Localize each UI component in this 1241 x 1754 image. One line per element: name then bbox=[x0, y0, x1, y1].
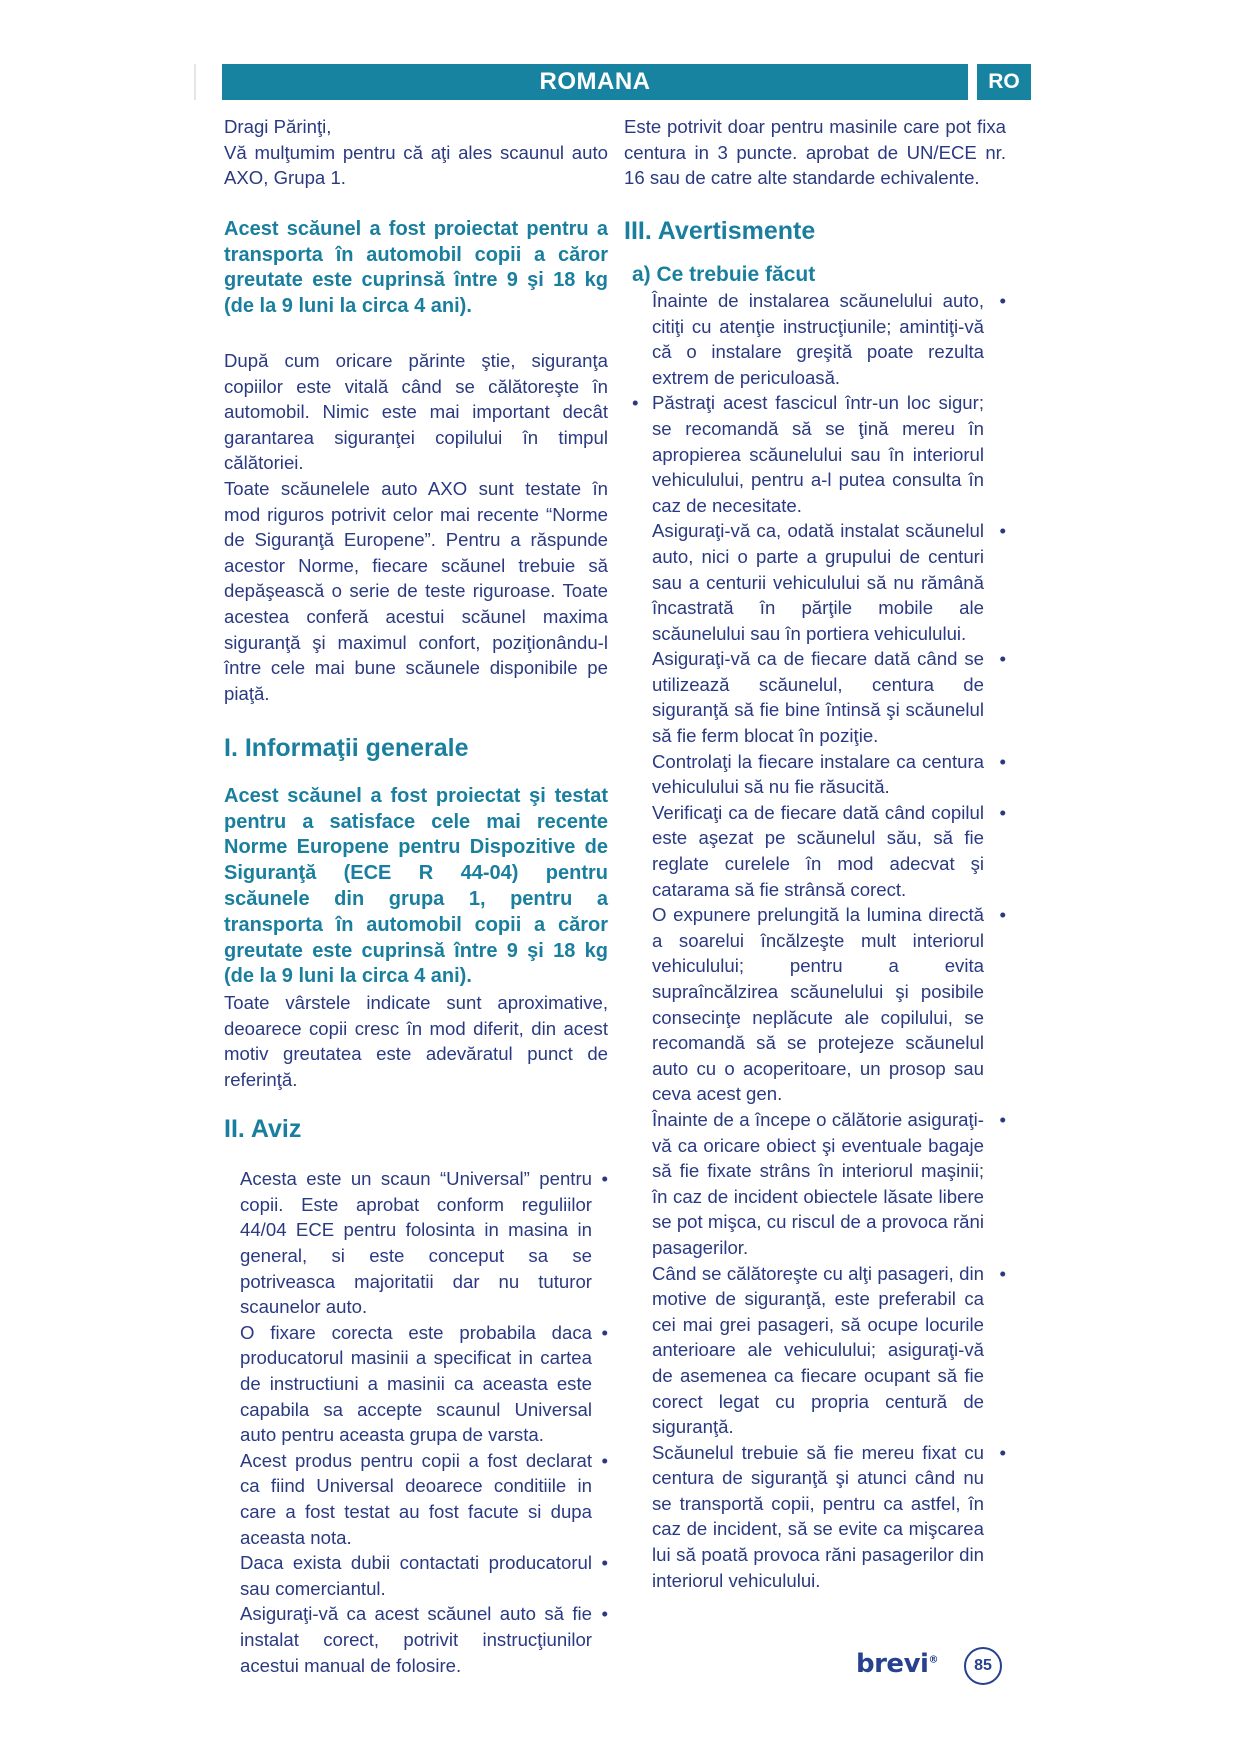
bullet-icon: • bbox=[999, 648, 1006, 670]
brevi-logo: brevi® bbox=[856, 1649, 938, 1679]
list-item: Păstraţi acest fascicul într-un loc sigur; se recomandă să se ţină mereu în apropierea scăunelului sau în interiorul vehiculului, pentru a-l putea consulta în caz de necesitate. • bbox=[632, 392, 984, 516]
page-number: 85 bbox=[964, 1647, 1002, 1685]
bullet-icon: • bbox=[999, 801, 1006, 823]
bullet-icon: • bbox=[601, 1321, 608, 1343]
subsection-what-to-do: a) Ce trebuie făcut bbox=[632, 263, 816, 287]
greeting: Dragi Părinţi, Vă mulţumim pentru că aţi ales scaunul auto AXO, Grupa 1. bbox=[224, 116, 608, 189]
language-header bbox=[222, 64, 968, 100]
list-item: O expunere prelungită la lumina directă a soarelui încălzeşte mult interiorul vehiculului; pentru a evita supraîncălzirea scăunelului şi posibile consecinţe neplăcute ale copilului, se recomandă să se protejeze scăunelul auto cu o acoperitoare, un prosop sau ceva acest gen. • bbox=[652, 904, 1006, 1105]
list-item: Asiguraţi-vă ca acest scăunel auto să fie instalat corect, potrivit instrucţiunilor acestui manual de folosire. • bbox=[240, 1603, 608, 1676]
warnings-list bbox=[624, 288, 1006, 1593]
general-text: Toate vârstele indicate sunt aproximative, deoarece copii cresc în mod diferit, din acest motiv greutatea este adevăratul punct de referinţă. bbox=[224, 992, 608, 1091]
bullet-icon: • bbox=[999, 289, 1006, 311]
list-item: Asiguraţi-vă ca, odată instalat scăunelul auto, nici o parte a grupului de centuri sau a centurii vehiculului să nu rămână încastrată în părţile mobile ale scăunelului sau în portiera vehiculului. • bbox=[652, 520, 1006, 644]
bullet-icon: • bbox=[999, 904, 1006, 926]
edge-mark bbox=[194, 64, 196, 100]
language-code: RO bbox=[988, 70, 1020, 93]
list-item: Asiguraţi-vă ca de fiecare dată când se utilizează scăunelul, centura de siguranţă să fie bine întinsă şi scăunelul să fie ferm blocat în poziţie. • bbox=[652, 648, 1006, 747]
section-title-general: I. Informaţii generale bbox=[224, 734, 469, 763]
list-item: O fixare corecta este probabila daca producatorul masinii a specificat in cartea de instructiuni a masinii ca aceasta este capabila sa accepte scaunul Universal auto pentru aceasta grupa de varsta. • bbox=[240, 1321, 608, 1446]
bullet-icon: • bbox=[601, 1552, 608, 1574]
list-item: Scăunelul trebuie să fie mereu fixat cu centura de siguranţă şi atunci când nu se transportă copii, pentru ca astfel, în caz de incident, să se evite ca mişcarea lui să poată provoca răni pasagerilor din interiorul vehiculului. • bbox=[652, 1441, 1006, 1591]
section-title-notice: II. Aviz bbox=[224, 1114, 302, 1143]
list-item: Daca exista dubii contactati producatorul sau comerciantul. • bbox=[240, 1552, 608, 1599]
paragraph-tests: Toate scăunelele auto AXO sunt testate în mod riguros potrivit celor mai recente “Norme de Siguranţă Europene”. Pentru a răspunde acestor Norme, fiecare scăunel trebuie să depăşească o serie de teste riguroase. Toate acestea conferă acestui scăunel maxima siguranţă şi maximul confort, poziţionându-l între cele mai bune scăunele disponibile pe piaţă. bbox=[224, 477, 608, 704]
bullet-icon: • bbox=[999, 1441, 1006, 1463]
bullet-icon: • bbox=[601, 1168, 608, 1190]
language-badge bbox=[977, 64, 1031, 100]
section-title-warnings: III. Avertismente bbox=[624, 216, 816, 245]
header-title: ROMANA bbox=[539, 68, 651, 95]
notice-list bbox=[224, 1166, 608, 1678]
list-item: Acest produs pentru copii a fost declarat ca fiind Universal deoarece conditiile in care a fost testat au fost facute si dupa aceasta nota. • bbox=[240, 1449, 608, 1548]
list-item: Când se călătoreşte cu alţi pasageri, din motive de siguranţă, este preferabil ca cei mai grei pasageri, să ocupe locurile anterioare ale vehiculului; asiguraţi-vă de asemenea ca fiecare ocupant să fie corect legat cu propria centură de siguranţă. • bbox=[652, 1262, 1006, 1438]
bullet-icon: • bbox=[999, 1262, 1006, 1284]
intro-bold: Acest scăunel a fost proiectat pentru a transporta în automobil copii a căror greutate este cuprinsă între 9 şi 18 kg (de la 9 luni la circa 4 ani). bbox=[224, 217, 608, 318]
list-item: Înainte de a începe o călătorie asiguraţi-vă ca oricare obiect şi eventuale bagaje să fie fixate strâns în interiorul maşinii; în caz de incident obiectele lăsate libere se pot mişca, cu riscul de a provoca răni pasagerilor. • bbox=[652, 1108, 1006, 1258]
bullet-icon: • bbox=[601, 1449, 608, 1471]
list-item: Înainte de instalarea scăunelului auto, citiţi cu atenţie instrucţiunile; amintiţi-vă că o instalare greşită poate rezulta extrem de periculoasă. • bbox=[652, 289, 1006, 388]
bullet-icon: • bbox=[999, 520, 1006, 542]
bullet-icon: • bbox=[999, 750, 1006, 772]
paragraph-safety: După cum oricare părinte ştie, siguranţa copiilor este vitală când se călătoreşte în automobil. Nimic este mai important decât garantarea siguranţei copilului în timpul călătoriei. bbox=[224, 349, 608, 474]
list-item: Verificaţi ca de fiecare dată când copilul este aşezat pe scăunelul său, să fie reglate curelele în mod adecvat şi catarama să fie strânsă corect. • bbox=[652, 801, 1006, 900]
list-item: Controlaţi la fiecare instalare ca centura vehiculului să nu fie răsucită. • bbox=[652, 750, 1006, 798]
right-column bbox=[624, 114, 1006, 1593]
belt-requirement: Este potrivit doar pentru masinile care pot fixa centura in 3 puncte. aprobat de UN/ECE nr. 16 sau de catre alte standarde echivalente. bbox=[624, 116, 1006, 189]
bullet-icon: • bbox=[632, 392, 639, 414]
list-item: Acesta este un scaun “Universal” pentru copii. Este aprobat conform reguliilor 44/04 ECE pentru folosinta in masina in general, si este conceput sa se potriveasca majoritatii dar nu tuturor scaunelor auto. • bbox=[240, 1168, 608, 1318]
bullet-icon: • bbox=[999, 1108, 1006, 1130]
general-bold: Acest scăunel a fost proiectat şi testat pentru a satisface cele mai recente Norme Europene pentru Dispozitive de Siguranţă (ECE R 44-04) pentru scăunele din grupa 1, pentru a transporta în automobil copii a căror greutate este cuprinsă între 9 şi 18 kg (de la 9 luni la circa 4 ani). bbox=[224, 784, 608, 988]
left-column bbox=[224, 114, 608, 1678]
bullet-icon: • bbox=[601, 1603, 608, 1625]
